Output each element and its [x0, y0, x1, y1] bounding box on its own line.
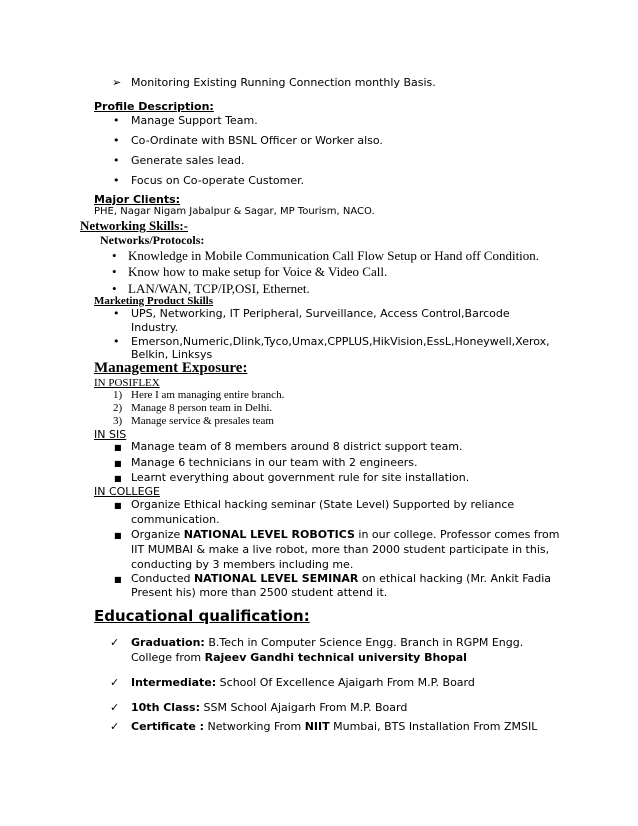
tenth-line: 10th Class: SSM School Ajaigarh From M.P. Board	[131, 701, 408, 714]
education-heading: Educational qualification:	[94, 607, 310, 625]
arrow-bullet-icon: ➢	[112, 76, 122, 89]
posiflex-item: Manage service & presales team	[131, 415, 274, 427]
management-heading: Management Exposure:	[94, 360, 248, 376]
sis-label: IN SIS	[94, 428, 127, 441]
sis-item: Manage team of 8 members around 8 district support team.	[131, 440, 463, 453]
profile-heading: Profile Description:	[94, 100, 214, 113]
marketing-item-line: Belkin, Linksys	[131, 348, 213, 361]
college-item-line: Organize Ethical hacking seminar (State Level) Supported by reliance	[131, 498, 515, 511]
marketing-heading: Marketing Product Skills	[94, 295, 213, 307]
college-item-line: Organize NATIONAL LEVEL ROBOTICS in our college. Professor comes from	[131, 528, 560, 541]
graduation-line: College from Rajeev Gandhi technical university Bhopal	[131, 651, 467, 664]
marketing-item-line: Emerson,Numeric,Dlink,Tyco,Umax,CPPLUS,HikVision,EssL,Honeywell,Xerox,	[131, 335, 550, 348]
college-item-line: communication.	[131, 513, 220, 526]
networking-item: Know how to make setup for Voice & Video Call.	[128, 264, 388, 279]
networking-item: LAN/WAN, TCP/IP,OSI, Ethernet.	[128, 281, 310, 296]
posiflex-label: IN POSIFLEX	[94, 377, 160, 389]
check-icon: ✓	[110, 720, 120, 733]
list-number: 3)	[113, 415, 123, 427]
profile-item: Generate sales lead.	[131, 154, 245, 167]
certificate-line: Certificate : Networking From NIIT Mumbai, BTS Installation From ZMSIL	[131, 720, 538, 733]
square-bullet-icon: ■	[114, 459, 122, 468]
graduation-line: Graduation: B.Tech in Computer Science Engg. Branch in RGPM Engg.	[131, 636, 524, 649]
clients-text: PHE, Nagar Nigam Jabalpur & Sagar, MP Tourism, NACO.	[94, 206, 375, 217]
list-number: 1)	[113, 389, 123, 401]
bullet-icon: •	[112, 248, 117, 263]
square-bullet-icon: ■	[114, 474, 122, 483]
bullet-icon: •	[112, 264, 117, 279]
monitoring-item: Monitoring Existing Running Connection monthly Basis.	[131, 76, 436, 89]
networking-subheading: Networks/Protocols:	[100, 233, 205, 247]
bullet-icon: •	[112, 281, 117, 296]
networking-heading: Networking Skills:-	[80, 218, 188, 233]
bullet-icon: •	[113, 154, 120, 167]
college-item-line: IIT MUMBAI & make a live robot, more than 2000 student participate in this,	[131, 543, 550, 556]
college-label: IN COLLEGE	[94, 485, 160, 498]
bullet-icon: •	[113, 114, 120, 127]
profile-item: Manage Support Team.	[131, 114, 258, 127]
marketing-item-line: Industry.	[131, 321, 179, 334]
bullet-icon: •	[113, 307, 120, 320]
square-bullet-icon: ■	[114, 531, 122, 540]
clients-heading: Major Clients:	[94, 193, 181, 206]
check-icon: ✓	[110, 676, 120, 689]
posiflex-item: Here I am managing entire branch.	[131, 389, 285, 401]
posiflex-item: Manage 8 person team in Delhi.	[131, 402, 273, 414]
check-icon: ✓	[110, 701, 120, 714]
square-bullet-icon: ■	[114, 575, 122, 584]
square-bullet-icon: ■	[114, 501, 122, 510]
intermediate-line: Intermediate: School Of Excellence Ajaigarh From M.P. Board	[131, 676, 475, 689]
sis-item: Learnt everything about government rule for site installation.	[131, 471, 470, 484]
square-bullet-icon: ■	[114, 443, 122, 452]
list-number: 2)	[113, 402, 123, 414]
college-item-line: Present his) more than 2500 student attend it.	[131, 586, 388, 599]
bullet-icon: •	[113, 335, 120, 348]
networking-item: Knowledge in Mobile Communication Call Flow Setup or Hand off Condition.	[128, 248, 540, 263]
bullet-icon: •	[113, 134, 120, 147]
bullet-icon: •	[113, 174, 120, 187]
profile-item: Co-Ordinate with BSNL Officer or Worker also.	[131, 134, 383, 147]
college-item-line: conducting by 3 members including me.	[131, 558, 354, 571]
marketing-item-line: UPS, Networking, IT Peripheral, Surveillance, Access Control,Barcode	[131, 307, 510, 320]
profile-item: Focus on Co-operate Customer.	[131, 174, 305, 187]
sis-item: Manage 6 technicians in our team with 2 engineers.	[131, 456, 418, 469]
check-icon: ✓	[110, 636, 120, 649]
college-item-line: Conducted NATIONAL LEVEL SEMINAR on ethical hacking (Mr. Ankit Fadia	[131, 572, 552, 585]
